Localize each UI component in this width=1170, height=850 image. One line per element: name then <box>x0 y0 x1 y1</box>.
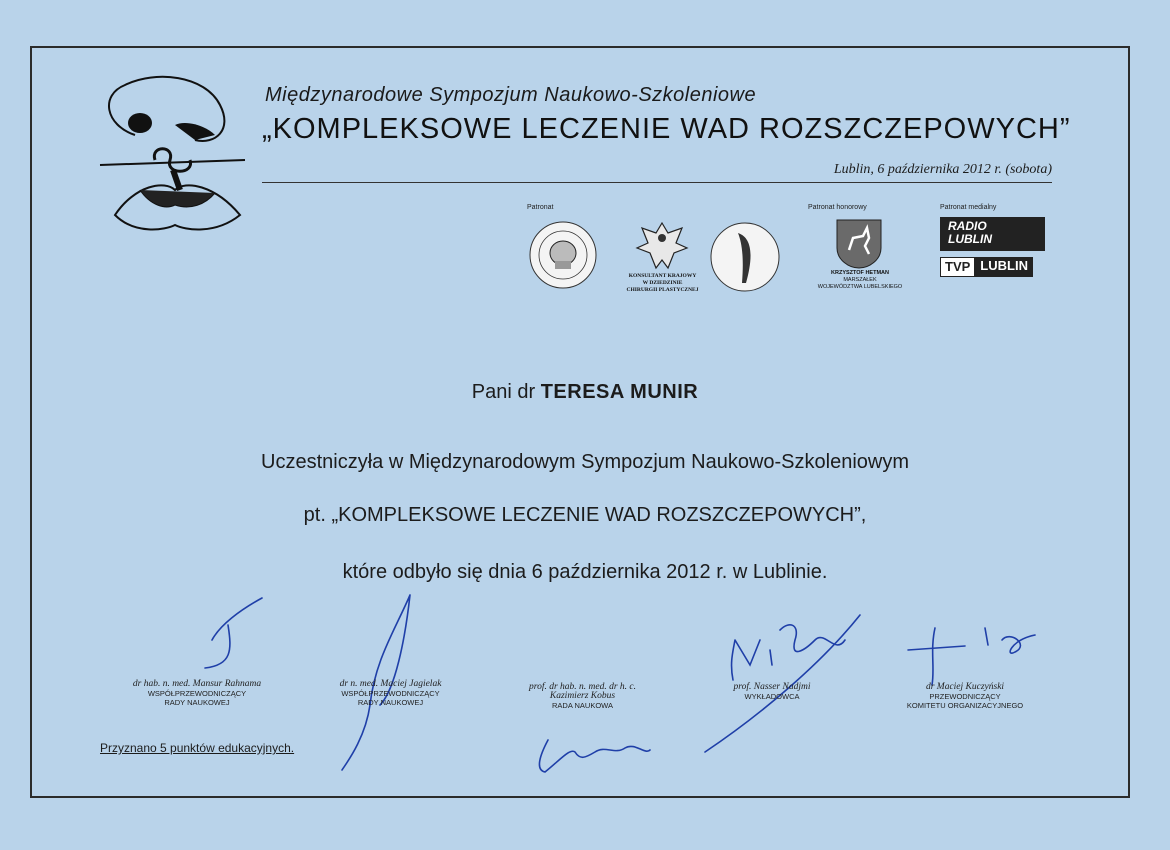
signature-kuczynski <box>908 628 1035 685</box>
patronat-honorowy-label: Patronat honorowy <box>808 204 867 211</box>
signer-jagielak: dr n. med. Maciej Jagielak WSPÓŁPRZEWODNICZĄCY RADY NAUKOWEJ <box>339 679 442 707</box>
signer-kuczynski: dr Maciej Kuczyński PRZEWODNICZĄCY KOMITETU ORGANIZACYJNEGO <box>906 682 1024 710</box>
body-line-2: pt. „KOMPLEKSOWE LECZENIE WAD ROZSZCZEPOWYCH”, <box>303 504 867 526</box>
radio-lublin-logo: RADIO LUBLIN <box>940 217 1045 251</box>
recipient-name: TERESA MUNIR <box>540 381 699 403</box>
patronat-label: Patronat <box>527 204 554 211</box>
signer-nadjmi: prof. Nasser Nadjmi WYKŁADOWCA <box>733 682 811 701</box>
signer-rahnama: dr hab. n. med. Mansur Rahnama WSPÓŁPRZEWODNICZĄCY RADY NAUKOWEJ <box>132 679 262 707</box>
body-line-3: które odbyło się dnia 6 października 2012 r. w Lublinie. <box>342 561 828 583</box>
header-subtitle: Międzynarodowe Sympozjum Naukowo-Szkoleniowe <box>265 84 757 106</box>
patronat-medialny-label: Patronat medialny <box>940 204 997 211</box>
header-title: „KOMPLEKSOWE LECZENIE WAD ROZSZCZEPOWYCH” <box>262 113 1071 145</box>
tvp-lublin-logo: TVP LUBLIN <box>940 257 1033 277</box>
signer-kobus: prof. dr hab. n. med. dr h. c. Kazimierz Kobus RADA NAUKOWA <box>528 682 637 710</box>
education-points-note: Przyznano 5 punktów edukacyjnych. <box>100 741 295 755</box>
signature-rahnama <box>205 598 262 668</box>
marshal-caption: KRZYSZTOF HETMAN MARSZAŁEK WOJEWÓDZTWA LUBELSKIEGO <box>817 270 903 290</box>
header-date: Lublin, 6 października 2012 r. (sobota) <box>833 162 1052 177</box>
body-line-1: Uczestniczyła w Międzynarodowym Sympozjum Naukowo-Szkoleniowym <box>261 451 909 473</box>
recipient-prefix: Pani dr <box>471 381 536 403</box>
consultant-caption: KONSULTANT KRAJOWY W DZIEDZINIE CHIRURGII PLASTYCZNEJ <box>626 273 699 293</box>
signature-kobus <box>539 740 650 772</box>
